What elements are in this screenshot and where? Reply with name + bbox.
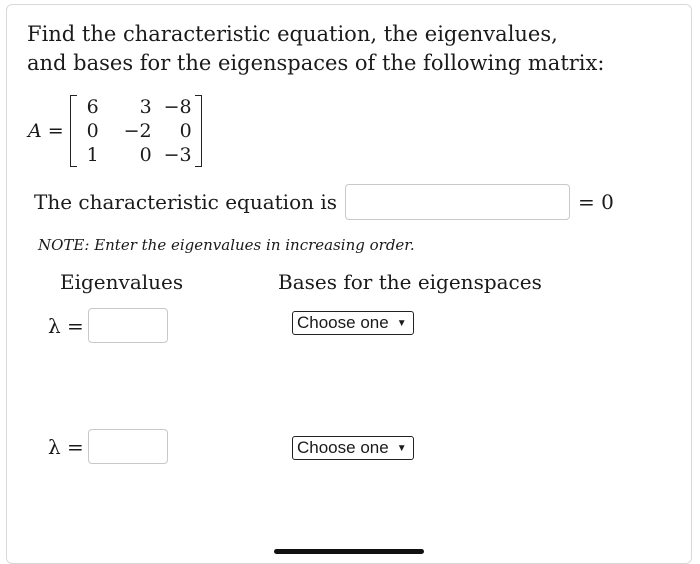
matrix-cell: 0 — [86, 120, 99, 142]
matrix — [70, 95, 202, 167]
characteristic-label: The characteristic equation is — [34, 190, 338, 214]
lambda-label: λ = — [48, 434, 84, 459]
matrix-cell: −8 — [163, 96, 192, 118]
matrix-cell: 1 — [86, 144, 99, 166]
eigenvalue-input-1[interactable] — [88, 308, 168, 343]
basis-select-label: Choose one — [297, 438, 389, 457]
matrix-cell: 3 — [139, 96, 152, 118]
basis-select-label: Choose one — [297, 313, 389, 332]
matrix-cell: 0 — [179, 120, 192, 142]
prompt-line-1: Find the characteristic equation, the eigenvalues, — [27, 22, 558, 46]
matrix-cell: 0 — [139, 144, 152, 166]
characteristic-equation-input[interactable] — [345, 184, 570, 220]
question-prompt — [27, 20, 604, 78]
matrix-left-bracket — [70, 95, 77, 167]
eigenvalues-header: Eigenvalues — [60, 270, 184, 294]
eigenvalue-row-2 — [48, 429, 168, 464]
matrix-cell: 6 — [86, 96, 99, 118]
basis-select-2[interactable] — [292, 436, 414, 460]
matrix-right-bracket — [195, 95, 202, 167]
lambda-label: λ = — [48, 313, 84, 338]
basis-select-1[interactable] — [292, 311, 414, 335]
matrix-cell: −3 — [163, 144, 192, 166]
characteristic-suffix: = 0 — [578, 190, 614, 214]
note-text: NOTE: Enter the eigenvalues in increasing order. — [38, 236, 415, 254]
dropdown-arrow-icon: ▼ — [396, 442, 407, 454]
home-indicator[interactable] — [274, 549, 424, 554]
prompt-line-2: and bases for the eigenspaces of the following matrix: — [27, 51, 605, 75]
characteristic-equation-row — [34, 184, 614, 220]
matrix-name: A — [28, 120, 42, 142]
matrix-cell: −2 — [123, 120, 152, 142]
eigenvalue-input-2[interactable] — [88, 429, 168, 464]
matrix-display — [28, 92, 202, 170]
dropdown-arrow-icon: ▼ — [396, 317, 407, 329]
bases-header: Bases for the eigenspaces — [278, 270, 542, 294]
eigenvalue-row-1 — [48, 308, 168, 343]
matrix-equals: = — [47, 120, 64, 142]
